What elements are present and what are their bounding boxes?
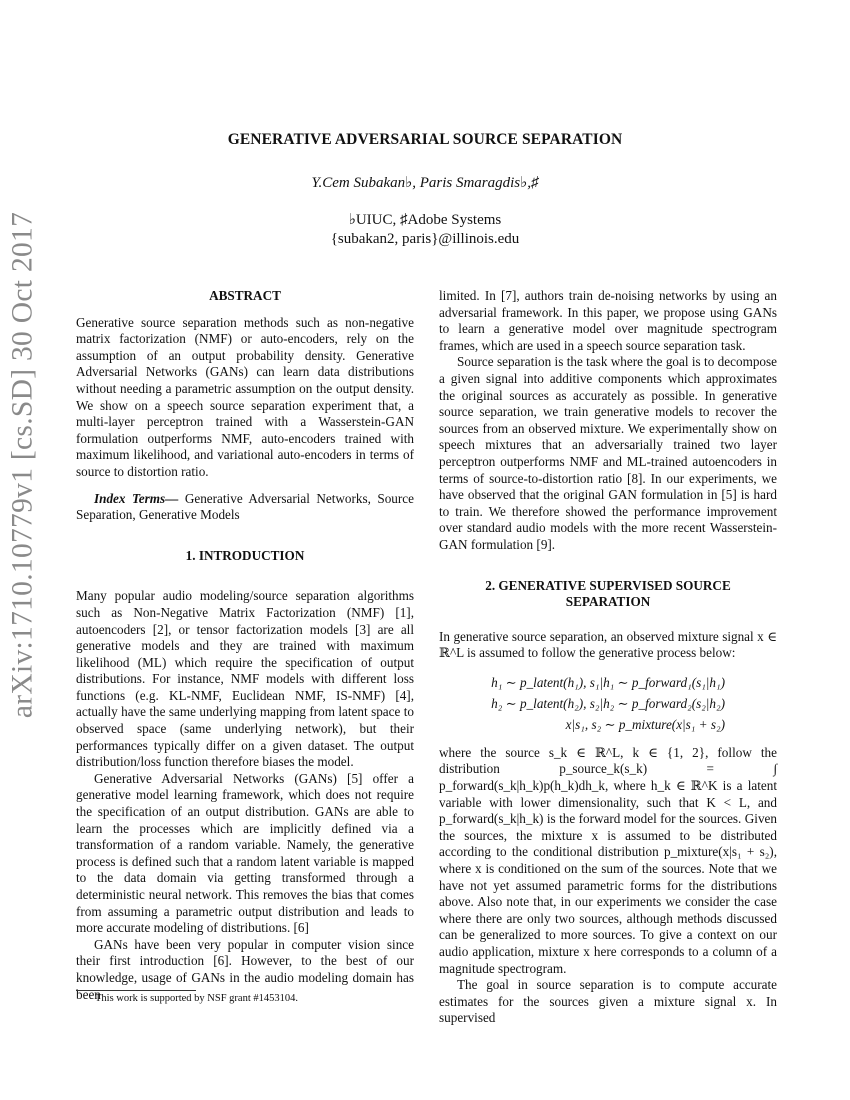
paper-email: {subakan2, paris}@illinois.edu <box>330 231 520 247</box>
abstract-heading: ABSTRACT <box>209 288 281 303</box>
section2-paragraph-1: In generative source separation, an observed mixture signal x ∈ ℝ^L is assumed to follow the generative process below: <box>439 628 777 661</box>
paper-title: GENERATIVE ADVERSARIAL SOURCE SEPARATION <box>227 131 623 148</box>
right-column <box>439 288 777 1027</box>
equation-1: h₁ ∼ p_latent(h₁), s₁|h₁ ∼ p_forward₁(s₁|h₁) <box>491 674 725 690</box>
paper-authors: Y.Cem Subakan♭, Paris Smaragdis♭,♯ <box>311 175 539 191</box>
paper-affiliation: ♭UIUC, ♯Adobe Systems <box>348 212 502 228</box>
intro-paragraph-1: Many popular audio modeling/source separation algorithms such as Non-Negative Matrix Factorization (NMF) [1], autoencoders [2], or tensor factorization models [3] are all generative models and they are trained with maximum likelihood (ML) which require the specification of output distributions. For instance, NMF models with different loss functions (e.g. KL-NMF, Euclidean NMF, IS-NMF) [4], actually have the same underlying mapping from latent space to observed space (same underlying network), but their performances typically differ on a given dataset. The output distribution/loss function therefore biases the model. <box>76 588 414 770</box>
intro-heading: 1. INTRODUCTION <box>185 547 305 563</box>
left-column <box>76 288 414 1003</box>
footnote-rule <box>76 990 196 991</box>
index-terms-text: Generative Adversarial Networks, Source Separation, Generative Models <box>76 490 414 523</box>
intro-paragraph-2: Generative Adversarial Networks (GANs) [5] offer a generative model learning framework, which does not require the specification of an output distribution. GANs are able to learn the processes which are implicitly defined via a transformation of a random variable. Namely, the generative process is defined such that a random latent variable is mapped to the data domain via getting transformed through a deterministic neural network. This removes the bias that comes from assuming a parametric output distribution and leads to more accurate modeling of distributions. [6] <box>76 770 414 936</box>
section2-heading-line1: 2. GENERATIVE SUPERVISED SOURCE <box>485 577 731 593</box>
footnote: This work is supported by NSF grant #1453104. <box>95 993 298 1004</box>
intro-paragraph-4: Source separation is the task where the goal is to decompose a given signal into additive components which approximates the original sources as accurately as possible. In generative source separation, we train generative models to recover the sources from an observed mixture. We experimentally show on speech mixtures that an adversarially trained two layer perceptron outperforms NMF and ML-trained autoencoders in terms of source-to-distortion ratio [8]. In our experiments, we have observed that the original GAN formulation in [5] is hard to train. We therefore showed the performance improvement over standard audio models with the more recent Wasserstein-GAN formulation [9]. <box>439 354 777 552</box>
equation-2: h₂ ∼ p_latent(h₂), s₂|h₂ ∼ p_forward₂(s₂|h₂) <box>491 695 725 711</box>
intro-paragraph-3-continued: limited. In [7], authors train de-noising networks by using an adversarial framework. In this paper, we propose using GANs to learn a generative model over magnitude spectrogram frames, which are used in a speech source separation task. <box>439 288 777 353</box>
section2-heading-line2: SEPARATION <box>565 594 651 610</box>
section2-paragraph-2: where the source s_k ∈ ℝ^L, k ∈ {1, 2}, follow the distribution p_source_k(s_k) = ∫ p_forward(s_k|h_k)p(h_k)dh_k, where h_k ∈ ℝ^K is a latent variable with lower dimensionality, such that K < L, and p_forward(s_k|h_k) is the forward model for the sources. Given the sources, the mixture x is assumed to be distributed according to the conditional distribution p_mixture(x|s₁ + s₂), where x is conditioned on the sum of the sources. Note that we have not yet assumed parametric forms for the distributions above. Also note that, in our experiments we consider the case where there are only two sources, although methods discussed can be generalized to more sources. To give a context on our audio application, mixture x here corresponds to a column of a magnitude spectrogram. <box>439 744 777 976</box>
equation-3: x|s₁, s₂ ∼ p_mixture(x|s₁ + s₂) <box>565 716 725 732</box>
index-terms-label: Index Terms— <box>94 490 179 506</box>
arxiv-stamp: arXiv:1710.10779v1 [cs.SD] 30 Oct 2017 <box>6 211 39 719</box>
intro-paragraph-3: GANs have been very popular in computer vision since their first introduction [6]. However, to the best of our knowledge, usage of GANs in the audio modeling domain has been <box>76 936 414 1002</box>
index-terms <box>76 491 414 524</box>
section2-paragraph-3: The goal in source separation is to compute accurate estimates for the sources given a mixture signal x. In supervised <box>439 977 777 1026</box>
abstract-text: Generative source separation methods such as non-negative matrix factorization (NMF) or auto-encoders, rely on the assumption of an output probability density. Generative Adversarial Networks (GANs) can learn data distributions without needing a parametric assumption on the output density. We show on a speech source separation experiment that, a multi-layer perceptron trained with a Wasserstein-GAN formulation outperforms NMF, auto-encoders trained with maximum likelihood, and variational auto-encoders in terms of source to distortion ratio. <box>76 314 414 479</box>
arxiv-stamp-margin <box>0 0 46 1100</box>
